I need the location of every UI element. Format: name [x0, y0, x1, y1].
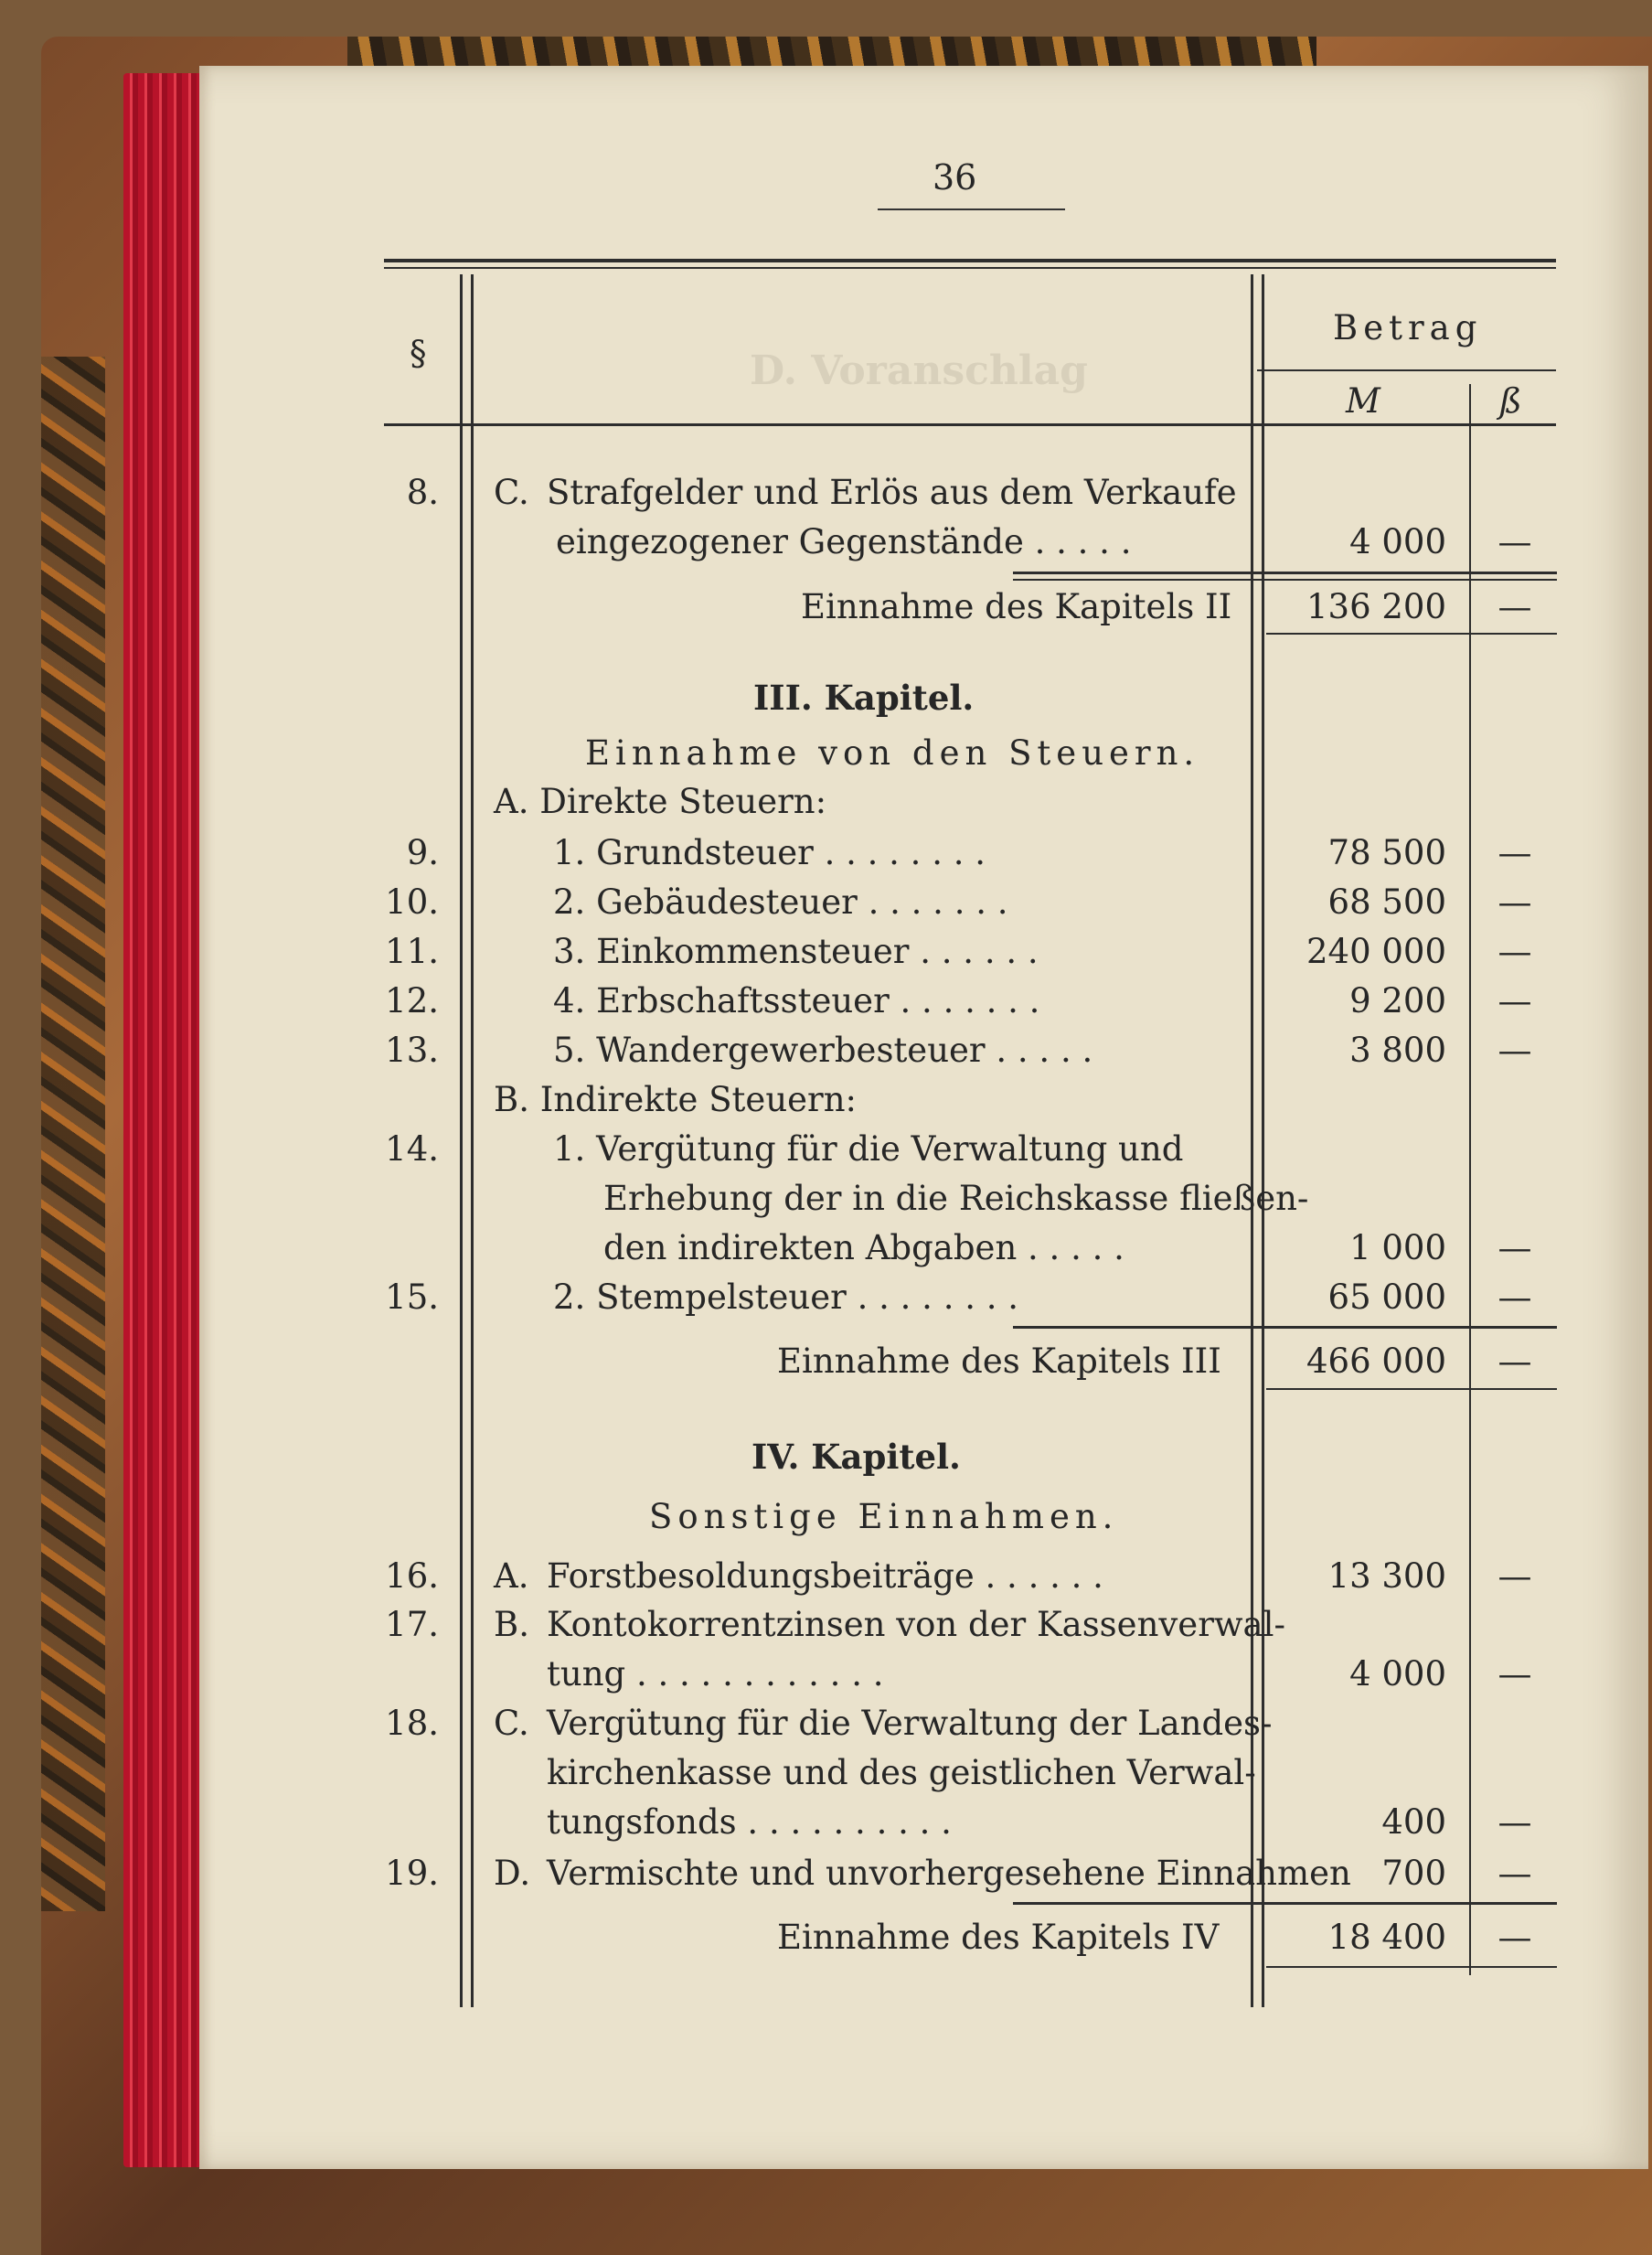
chapter-total-amount: 136 200	[1306, 587, 1446, 626]
row-letter: D.	[494, 1854, 531, 1893]
row-text-line: Forstbesoldungsbeiträge . . . . . .	[547, 1556, 1103, 1596]
chapter-subheading: Sonstige Einnahmen.	[649, 1497, 1119, 1536]
amount-pfennig: —	[1497, 1277, 1532, 1317]
amount-pfennig: —	[1497, 1556, 1532, 1596]
row-text-line: tung . . . . . . . . . . . .	[547, 1654, 884, 1694]
amount-pfennig: —	[1497, 932, 1532, 971]
section-symbol-header: §	[410, 334, 427, 373]
section-number: 19.	[385, 1854, 439, 1893]
row-letter: C.	[494, 1704, 529, 1743]
row-text-line: tungsfonds . . . . . . . . . .	[547, 1802, 952, 1842]
row-text-line: Strafgelder und Erlös aus dem Verkaufe	[547, 473, 1237, 512]
row-letter: B.	[494, 1605, 529, 1644]
page-number-rule	[878, 208, 1065, 210]
column-rule-pfennig	[1469, 384, 1471, 1975]
group-heading: A. Direkte Steuern:	[494, 782, 827, 821]
chapter-total-label: Einnahme des Kapitels II	[801, 587, 1232, 626]
amount-marks: 78 500	[1327, 833, 1446, 872]
amount-marks: 4 000	[1349, 1654, 1446, 1694]
group-heading: B. Indirekte Steuern:	[494, 1080, 858, 1119]
amount-pfennig: —	[1497, 1854, 1532, 1893]
subtotal-rule	[1013, 1326, 1557, 1329]
row-text-line: eingezogener Gegenstände . . . . .	[556, 522, 1132, 561]
row-text-line: den indirekten Abgaben . . . . .	[603, 1228, 1124, 1267]
amount-pfennig: —	[1497, 1654, 1532, 1694]
section-number: 12.	[385, 981, 439, 1021]
section-number: 11.	[385, 932, 439, 971]
bleed-through: D. Voranschlag	[750, 347, 1088, 394]
amount-pfennig: —	[1497, 522, 1532, 561]
row-text-line: 2. Stempelsteuer . . . . . . . .	[553, 1277, 1019, 1317]
amount-marks: 68 500	[1327, 882, 1446, 922]
row-text-line: Vermischte und unvorhergesehene Einnahmen	[547, 1854, 1351, 1893]
amount-pfennig: —	[1497, 1228, 1532, 1267]
table-top-rule	[384, 259, 1556, 262]
amount-marks: 9 200	[1349, 981, 1446, 1021]
chapter-total-amount: 18 400	[1327, 1918, 1446, 1957]
amount-pfennig: —	[1497, 1802, 1532, 1842]
subtotal-rule	[1013, 1902, 1557, 1905]
amount-marks: 3 800	[1349, 1031, 1446, 1070]
amount-pfennig: —	[1497, 882, 1532, 922]
chapter-heading: IV. Kapitel.	[751, 1437, 961, 1477]
section-number: 8.	[406, 473, 439, 512]
chapter-total-label: Einnahme des Kapitels IV	[777, 1918, 1220, 1957]
row-text-line: 2. Gebäudesteuer . . . . . . .	[553, 882, 1008, 922]
chapter-total-pfennig: —	[1497, 587, 1532, 626]
chapter-total-amount: 466 000	[1306, 1341, 1446, 1381]
subtotal-rule	[1013, 572, 1557, 574]
amount-marks: 1 000	[1349, 1228, 1446, 1267]
total-underline	[1266, 633, 1557, 635]
amount-marks: 400	[1381, 1802, 1446, 1842]
betrag-divider	[1257, 369, 1556, 371]
amount-pfennig: —	[1497, 1031, 1532, 1070]
header-bottom-rule	[384, 423, 1556, 426]
amount-title-header: Betrag	[1333, 308, 1483, 347]
amount-marks: 65 000	[1327, 1277, 1446, 1317]
page-number: 36	[933, 157, 977, 198]
pfennig-unit-header: ß	[1499, 381, 1522, 421]
section-number: 16.	[385, 1556, 439, 1596]
row-letter: A.	[494, 1556, 529, 1596]
section-number: 10.	[385, 882, 439, 922]
row-text-line: 1. Vergütung für die Verwaltung und	[553, 1129, 1184, 1169]
row-text-line: Vergütung für die Verwaltung der Landes-	[547, 1704, 1273, 1743]
table-top-rule-2	[384, 267, 1556, 269]
amount-pfennig: —	[1497, 981, 1532, 1021]
total-underline	[1266, 1388, 1557, 1390]
chapter-total-pfennig: —	[1497, 1918, 1532, 1957]
row-letter: C.	[494, 473, 529, 512]
subtotal-rule-2	[1013, 579, 1557, 581]
amount-marks: 240 000	[1306, 932, 1446, 971]
chapter-heading: III. Kapitel.	[753, 678, 975, 718]
row-text-line: kirchenkasse und des geistlichen Verwal-	[547, 1753, 1256, 1792]
marbled-board	[41, 357, 105, 1911]
section-number: 14.	[385, 1129, 439, 1169]
row-text-line: 4. Erbschaftssteuer . . . . . . .	[553, 981, 1040, 1021]
row-text-line: Kontokorrentzinsen von der Kassenverwal-	[547, 1605, 1285, 1644]
section-number: 15.	[385, 1277, 439, 1317]
mark-unit-header: M	[1346, 381, 1380, 421]
chapter-subheading: Einnahme von den Steuern.	[585, 733, 1200, 773]
total-underline	[1266, 1966, 1557, 1968]
column-rule-section-b	[471, 274, 474, 2007]
amount-marks: 13 300	[1327, 1556, 1446, 1596]
row-text-line: 5. Wandergewerbesteuer . . . . .	[553, 1031, 1093, 1070]
row-text-line: 1. Grundsteuer . . . . . . . .	[553, 833, 986, 872]
row-text-line: Erhebung der in die Reichskasse fließen-	[603, 1179, 1309, 1218]
section-number: 13.	[385, 1031, 439, 1070]
section-number: 17.	[385, 1605, 439, 1644]
amount-marks: 4 000	[1349, 522, 1446, 561]
section-number: 9.	[406, 833, 439, 872]
chapter-total-label: Einnahme des Kapitels III	[777, 1341, 1221, 1381]
section-number: 18.	[385, 1704, 439, 1743]
amount-marks: 700	[1381, 1854, 1446, 1893]
row-text-line: 3. Einkommensteuer . . . . . .	[553, 932, 1039, 971]
chapter-total-pfennig: —	[1497, 1341, 1532, 1381]
amount-pfennig: —	[1497, 833, 1532, 872]
column-rule-section-a	[460, 274, 463, 2007]
